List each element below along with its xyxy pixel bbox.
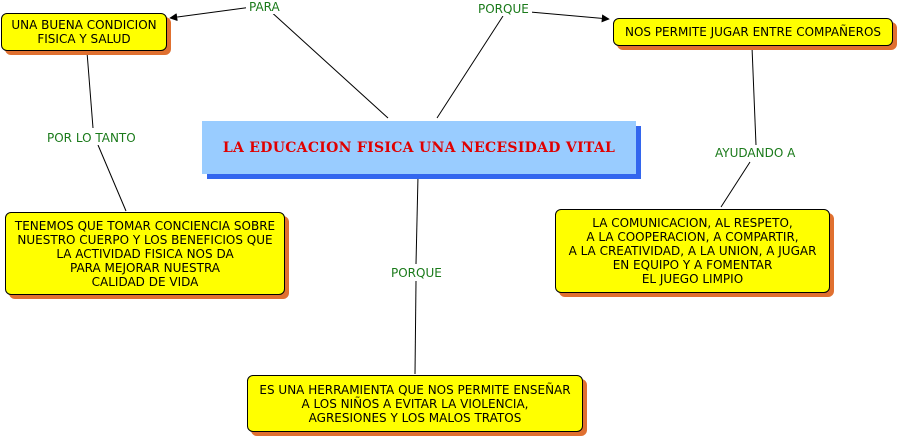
label-para: PARA (246, 0, 283, 14)
link-porque-herramienta (415, 281, 416, 374)
link-label-comunicacion (721, 162, 750, 207)
link-central-para (268, 9, 388, 118)
label-porque-top: PORQUE (475, 2, 532, 16)
central-concept: LA EDUCACION FISICA UNA NECESIDAD VITAL (202, 121, 636, 174)
node-comunicacion: LA COMUNICACION, AL RESPETO, A LA COOPERACION, A COMPARTIR, A LA CREATIVIDAD, A LA UNION, A JUGAR EN EQUIPO Y A FOMENTAR EL JUEGO LIMPIO (555, 209, 830, 293)
node-herramienta: ES UNA HERRAMIENTA QUE NOS PERMITE ENSEÑAR A LOS NIÑOS A EVITAR LA VIOLENCIA, AGRESIONES Y LOS MALOS TRATOS (247, 375, 583, 432)
label-por-lo-tanto: POR LO TANTO (44, 131, 139, 145)
link-condicion-label (87, 52, 93, 128)
node-tomar-conciencia: TENEMOS QUE TOMAR CONCIENCIA SOBRE NUESTRO CUERPO Y LOS BENEFICIOS QUE LA ACTIVIDAD FISICA NOS DA PARA MEJORAR NUESTRA CALIDAD DE VIDA (5, 212, 285, 295)
label-ayudando-a: AYUDANDO A (712, 146, 798, 160)
link-jugar-label (752, 47, 756, 145)
link-central-porque (437, 16, 503, 118)
node-jugar-companeros: NOS PERMITE JUGAR ENTRE COMPAÑEROS (613, 18, 893, 46)
link-label-conciencia (98, 145, 126, 211)
node-buena-condicion: UNA BUENA CONDICION FISICA Y SALUD (1, 13, 167, 51)
arrow-para-condicion (170, 7, 252, 18)
label-porque-bottom: PORQUE (388, 266, 445, 280)
link-central-porque-bottom (416, 176, 418, 264)
arrow-porque-jugar (530, 12, 609, 19)
